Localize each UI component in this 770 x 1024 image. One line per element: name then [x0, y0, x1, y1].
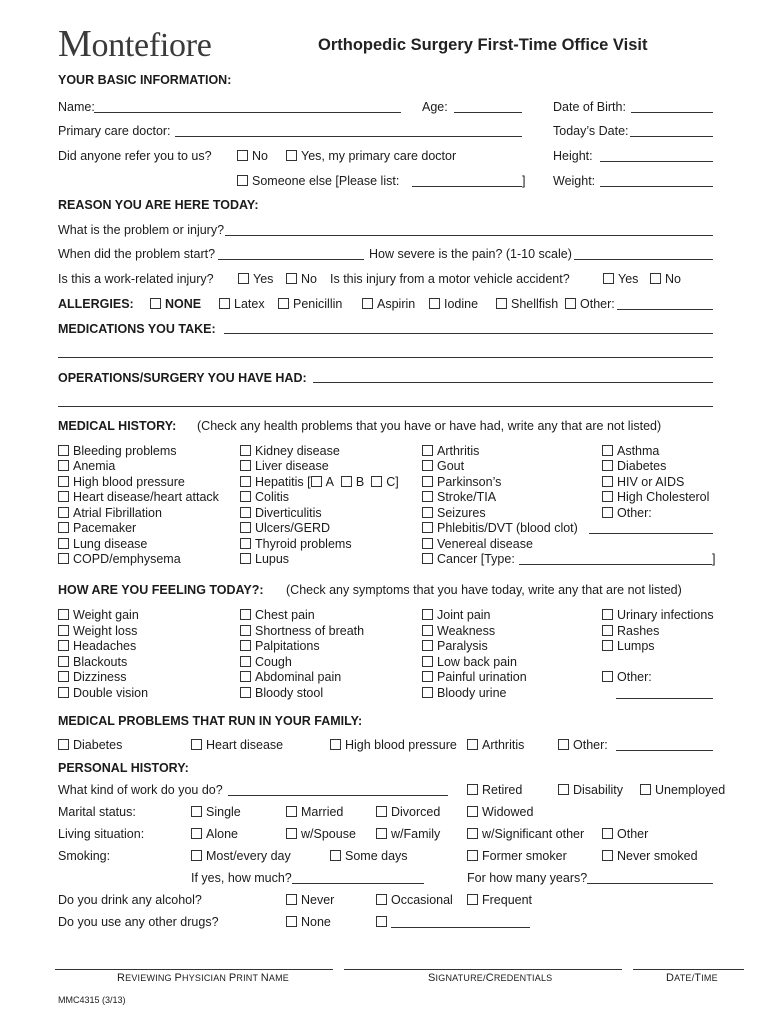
- problem-label: What is the problem or injury?: [58, 223, 225, 237]
- mh-heart[interactable]: Heart disease/heart attack: [58, 490, 219, 504]
- sym-other[interactable]: Other:: [602, 670, 652, 684]
- fam-diabetes[interactable]: Diabetes: [58, 738, 122, 752]
- sym-joint-pain[interactable]: Joint pain: [422, 608, 491, 622]
- height-label: Height:: [553, 149, 593, 163]
- checkbox[interactable]: [58, 460, 69, 471]
- feeling-note: (Check any symptoms that you have today, write any that are not listed): [286, 583, 682, 597]
- date-time-line[interactable]: [633, 969, 744, 970]
- checkbox[interactable]: [558, 784, 569, 795]
- physician-name-line[interactable]: [55, 969, 333, 970]
- checkbox[interactable]: [240, 445, 251, 456]
- sym-low-back-pain[interactable]: Low back pain: [422, 655, 517, 669]
- date-time-label: DATE/TIME: [666, 972, 718, 984]
- weight-label: Weight:: [553, 174, 596, 188]
- mh-arthritis[interactable]: Arthritis: [422, 444, 479, 458]
- checkbox[interactable]: [558, 739, 569, 750]
- sym-dizziness[interactable]: Dizziness: [58, 670, 127, 684]
- checkbox[interactable]: [240, 507, 251, 518]
- mh-asthma[interactable]: Asthma: [602, 444, 659, 458]
- living-label: Living situation:: [58, 827, 145, 841]
- checkbox[interactable]: [238, 273, 249, 284]
- checkbox[interactable]: [362, 298, 373, 309]
- checkbox[interactable]: [240, 656, 251, 667]
- alcohol-never[interactable]: Never: [286, 893, 334, 907]
- bracket: ]: [522, 174, 526, 188]
- checkbox[interactable]: [602, 671, 613, 682]
- sym-sob[interactable]: Shortness of breath: [240, 624, 364, 638]
- refer-no-option[interactable]: No: [237, 149, 268, 163]
- checkbox[interactable]: [422, 538, 433, 549]
- checkbox[interactable]: [602, 828, 613, 839]
- fam-other-field[interactable]: [616, 750, 713, 751]
- mh-other[interactable]: Other:: [602, 506, 652, 520]
- checkbox[interactable]: [422, 491, 433, 502]
- checkbox[interactable]: [240, 609, 251, 620]
- work-label: What kind of work do you do?: [58, 783, 223, 797]
- motor-question: Is this injury from a motor vehicle accident?: [330, 272, 570, 286]
- fam-arthritis[interactable]: Arthritis: [467, 738, 524, 752]
- today-label: Today’s Date:: [553, 124, 629, 138]
- mh-pacemaker[interactable]: Pacemaker: [58, 521, 136, 535]
- form-title: Orthopedic Surgery First-Time Office Visit: [318, 36, 648, 54]
- checkbox[interactable]: [422, 553, 433, 564]
- alcohol-occasional[interactable]: Occasional: [376, 893, 453, 907]
- fam-high-bp[interactable]: High blood pressure: [330, 738, 457, 752]
- checkbox[interactable]: [219, 298, 230, 309]
- mh-other-field[interactable]: [589, 533, 713, 534]
- checkbox[interactable]: [422, 507, 433, 518]
- sym-blackouts[interactable]: Blackouts: [58, 655, 127, 669]
- checkbox[interactable]: [58, 640, 69, 651]
- checkbox[interactable]: [58, 491, 69, 502]
- sym-weight-gain[interactable]: Weight gain: [58, 608, 139, 622]
- checkbox[interactable]: [565, 298, 576, 309]
- how-many-years-label: For how many years?: [467, 871, 588, 885]
- marital-divorced[interactable]: Divorced: [376, 805, 440, 819]
- operations-field-2[interactable]: [58, 406, 713, 407]
- checkbox[interactable]: [58, 739, 69, 750]
- dob-label: Date of Birth:: [553, 100, 626, 114]
- checkbox[interactable]: [191, 739, 202, 750]
- checkbox[interactable]: [422, 656, 433, 667]
- checkbox[interactable]: [286, 916, 297, 927]
- checkbox[interactable]: [237, 150, 248, 161]
- checkbox[interactable]: [496, 298, 507, 309]
- checkbox[interactable]: [286, 806, 297, 817]
- living-other[interactable]: Other: [602, 827, 648, 841]
- checkbox[interactable]: [58, 553, 69, 564]
- work-disability[interactable]: Disability: [558, 783, 623, 797]
- checkbox[interactable]: [422, 476, 433, 487]
- how-many-years-field[interactable]: [587, 883, 713, 884]
- name-field[interactable]: [94, 112, 401, 113]
- smoking-former[interactable]: Former smoker: [467, 849, 567, 863]
- allergy-aspirin[interactable]: Aspirin: [362, 297, 415, 311]
- checkbox[interactable]: [286, 273, 297, 284]
- form-code: MMC4315 (3/13): [58, 995, 126, 1005]
- checkbox[interactable]: [429, 298, 440, 309]
- cancer-type-field[interactable]: [519, 564, 712, 565]
- bracket: ]: [712, 552, 716, 566]
- checkbox[interactable]: [422, 445, 433, 456]
- checkbox[interactable]: [467, 806, 478, 817]
- mh-cancer[interactable]: Cancer [Type:: [422, 552, 515, 566]
- smoking-daily[interactable]: Most/every day: [191, 849, 291, 863]
- checkbox[interactable]: [278, 298, 289, 309]
- how-much-label: If yes, how much?: [191, 871, 292, 885]
- checkbox[interactable]: [330, 850, 341, 861]
- checkbox[interactable]: [58, 522, 69, 533]
- checkbox[interactable]: [640, 784, 651, 795]
- operations-field-1[interactable]: [313, 382, 713, 383]
- signature-label: SIGNATURE/CREDENTIALS: [428, 972, 553, 984]
- checkbox[interactable]: [58, 507, 69, 518]
- mh-hiv[interactable]: HIV or AIDS: [602, 475, 684, 489]
- height-field[interactable]: [600, 161, 713, 162]
- medications-heading: MEDICATIONS YOU TAKE:: [58, 322, 216, 336]
- checkbox[interactable]: [58, 656, 69, 667]
- medical-history-note: (Check any health problems that you have or have had, write any that are not listed): [197, 419, 662, 433]
- allergy-latex[interactable]: Latex: [219, 297, 265, 311]
- checkbox[interactable]: [602, 625, 613, 636]
- someone-else-field[interactable]: [412, 186, 522, 187]
- checkbox[interactable]: [602, 445, 613, 456]
- mh-bleeding[interactable]: Bleeding problems: [58, 444, 177, 458]
- age-field[interactable]: [454, 112, 522, 113]
- today-field[interactable]: [630, 136, 713, 137]
- checkbox[interactable]: [240, 460, 251, 471]
- mh-lupus[interactable]: Lupus: [240, 552, 289, 566]
- work-unemployed[interactable]: Unemployed: [640, 783, 725, 797]
- dob-field[interactable]: [631, 112, 713, 113]
- checkbox[interactable]: [602, 850, 613, 861]
- allergy-none[interactable]: NONE: [150, 297, 201, 311]
- allergy-other-field[interactable]: [617, 309, 713, 310]
- marital-widowed[interactable]: Widowed: [467, 805, 533, 819]
- start-field[interactable]: [218, 259, 364, 260]
- motor-yes[interactable]: Yes: [603, 272, 638, 286]
- refer-yes-option[interactable]: Yes, my primary care doctor: [286, 149, 456, 163]
- work-injury-no[interactable]: No: [286, 272, 317, 286]
- smoking-never[interactable]: Never smoked: [602, 849, 698, 863]
- sym-other-field[interactable]: [616, 698, 713, 699]
- sym-cough[interactable]: Cough: [240, 655, 292, 669]
- checkbox[interactable]: [467, 784, 478, 795]
- checkbox[interactable]: [376, 828, 387, 839]
- refer-someone-option[interactable]: Someone else [Please list:: [237, 174, 399, 188]
- medications-field-1[interactable]: [224, 333, 713, 334]
- medications-field-2[interactable]: [58, 357, 713, 358]
- checkbox[interactable]: [422, 625, 433, 636]
- checkbox[interactable]: [422, 522, 433, 533]
- sym-bloody-stool[interactable]: Bloody stool: [240, 686, 323, 700]
- how-much-field[interactable]: [292, 883, 424, 884]
- alcohol-label: Do you drink any alcohol?: [58, 893, 202, 907]
- checkbox[interactable]: [191, 850, 202, 861]
- mh-cholesterol[interactable]: High Cholesterol: [602, 490, 709, 504]
- checkbox[interactable]: [602, 640, 613, 651]
- mh-phlebitis[interactable]: Phlebitis/DVT (blood clot): [422, 521, 578, 535]
- sym-bloody-urine[interactable]: Bloody urine: [422, 686, 507, 700]
- sym-painful-urination[interactable]: Painful urination: [422, 670, 527, 684]
- marital-single[interactable]: Single: [191, 805, 241, 819]
- sym-weight-loss[interactable]: Weight loss: [58, 624, 137, 638]
- checkbox[interactable]: [376, 806, 387, 817]
- work-injury-yes[interactable]: Yes: [238, 272, 273, 286]
- checkbox[interactable]: [58, 445, 69, 456]
- checkbox[interactable]: [286, 150, 297, 161]
- checkbox[interactable]: [422, 671, 433, 682]
- allergy-other[interactable]: Other:: [565, 297, 615, 311]
- checkbox[interactable]: [602, 507, 613, 518]
- checkbox[interactable]: [240, 553, 251, 564]
- living-alone[interactable]: Alone: [191, 827, 238, 841]
- pcp-label: Primary care doctor:: [58, 124, 171, 138]
- living-spouse[interactable]: w/Spouse: [286, 827, 356, 841]
- fam-other[interactable]: Other:: [558, 738, 608, 752]
- weight-field[interactable]: [600, 186, 713, 187]
- checkbox[interactable]: [376, 894, 387, 905]
- alcohol-frequent[interactable]: Frequent: [467, 893, 532, 907]
- checkbox[interactable]: [650, 273, 661, 284]
- sym-rashes[interactable]: Rashes: [602, 624, 659, 638]
- mh-kidney[interactable]: Kidney disease: [240, 444, 340, 458]
- checkbox[interactable]: [58, 538, 69, 549]
- mh-copd[interactable]: COPD/emphysema: [58, 552, 181, 566]
- family-heading: MEDICAL PROBLEMS THAT RUN IN YOUR FAMILY:: [58, 714, 363, 728]
- checkbox[interactable]: [376, 916, 387, 927]
- checkbox[interactable]: [58, 625, 69, 636]
- mh-gout[interactable]: Gout: [422, 459, 464, 473]
- checkbox[interactable]: [286, 894, 297, 905]
- checkbox[interactable]: [467, 894, 478, 905]
- work-field[interactable]: [228, 795, 448, 796]
- checkbox[interactable]: [422, 609, 433, 620]
- mh-high-bp[interactable]: High blood pressure: [58, 475, 185, 489]
- living-significant-other[interactable]: w/Significant other: [467, 827, 584, 841]
- marital-married[interactable]: Married: [286, 805, 343, 819]
- severity-label: How severe is the pain? (1-10 scale): [369, 247, 572, 261]
- sym-double-vision[interactable]: Double vision: [58, 686, 148, 700]
- mh-parkinsons[interactable]: Parkinson’s: [422, 475, 501, 489]
- mh-thyroid[interactable]: Thyroid problems: [240, 537, 352, 551]
- checkbox[interactable]: [467, 850, 478, 861]
- checkbox[interactable]: [422, 640, 433, 651]
- start-label: When did the problem start?: [58, 247, 216, 261]
- mh-seizures[interactable]: Seizures: [422, 506, 486, 520]
- name-label: Name:: [58, 100, 95, 114]
- checkbox[interactable]: [467, 739, 478, 750]
- checkbox[interactable]: [58, 687, 69, 698]
- checkbox[interactable]: [286, 828, 297, 839]
- checkbox[interactable]: [240, 476, 251, 487]
- living-family[interactable]: w/Family: [376, 827, 440, 841]
- mh-anemia[interactable]: Anemia: [58, 459, 115, 473]
- mh-afib[interactable]: Atrial Fibrillation: [58, 506, 162, 520]
- checkbox[interactable]: [602, 491, 613, 502]
- allergy-iodine[interactable]: Iodine: [429, 297, 478, 311]
- checkbox[interactable]: [240, 625, 251, 636]
- feeling-heading: HOW ARE YOU FEELING TODAY?:: [58, 583, 264, 597]
- pcp-field[interactable]: [175, 136, 522, 137]
- sym-headaches[interactable]: Headaches: [58, 639, 136, 653]
- mh-hepatitis[interactable]: Hepatitis [ A B C]: [240, 475, 399, 489]
- marital-label: Marital status:: [58, 805, 136, 819]
- sym-abdominal-pain[interactable]: Abdominal pain: [240, 670, 341, 684]
- mh-venereal[interactable]: Venereal disease: [422, 537, 533, 551]
- checkbox[interactable]: [603, 273, 614, 284]
- montefiore-logo: Montefiore: [58, 23, 212, 65]
- checkbox[interactable]: [240, 491, 251, 502]
- checkbox[interactable]: [58, 609, 69, 620]
- checkbox[interactable]: [422, 687, 433, 698]
- checkbox[interactable]: [240, 522, 251, 533]
- checkbox[interactable]: [602, 476, 613, 487]
- basic-info-heading: YOUR BASIC INFORMATION:: [58, 73, 232, 87]
- mh-colitis[interactable]: Colitis: [240, 490, 289, 504]
- motor-no[interactable]: No: [650, 272, 681, 286]
- sym-paralysis[interactable]: Paralysis: [422, 639, 488, 653]
- mh-diverticulitis[interactable]: Diverticulitis: [240, 506, 322, 520]
- operations-heading: OPERATIONS/SURGERY YOU HAVE HAD:: [58, 371, 307, 385]
- sym-palpitations[interactable]: Palpitations: [240, 639, 320, 653]
- checkbox[interactable]: [58, 476, 69, 487]
- problem-field[interactable]: [225, 235, 713, 236]
- work-retired[interactable]: Retired: [467, 783, 522, 797]
- drugs-label: Do you use any other drugs?: [58, 915, 219, 929]
- sym-weakness[interactable]: Weakness: [422, 624, 495, 638]
- checkbox[interactable]: [150, 298, 161, 309]
- mh-ulcers[interactable]: Ulcers/GERD: [240, 521, 330, 535]
- smoking-label: Smoking:: [58, 849, 111, 863]
- reason-heading: REASON YOU ARE HERE TODAY:: [58, 198, 259, 212]
- drugs-none[interactable]: None: [286, 915, 331, 929]
- age-label: Age:: [422, 100, 448, 114]
- refer-question: Did anyone refer you to us?: [58, 149, 212, 163]
- checkbox[interactable]: [311, 476, 322, 487]
- checkbox[interactable]: [240, 687, 251, 698]
- checkbox[interactable]: [237, 175, 248, 186]
- allergies-heading: ALLERGIES:: [58, 297, 134, 311]
- checkbox[interactable]: [191, 806, 202, 817]
- smoking-some-days[interactable]: Some days: [330, 849, 408, 863]
- drugs-other[interactable]: [376, 915, 391, 929]
- mh-lung[interactable]: Lung disease: [58, 537, 147, 551]
- sym-chest-pain[interactable]: Chest pain: [240, 608, 315, 622]
- fam-heart[interactable]: Heart disease: [191, 738, 283, 752]
- checkbox[interactable]: [602, 460, 613, 471]
- checkbox[interactable]: [341, 476, 352, 487]
- allergy-shellfish[interactable]: Shellfish: [496, 297, 558, 311]
- checkbox[interactable]: [467, 828, 478, 839]
- checkbox[interactable]: [371, 476, 382, 487]
- checkbox[interactable]: [422, 460, 433, 471]
- sym-lumps[interactable]: Lumps: [602, 639, 655, 653]
- mh-liver[interactable]: Liver disease: [240, 459, 329, 473]
- checkbox[interactable]: [330, 739, 341, 750]
- physician-name-label: REVIEWING PHYSICIAN PRINT NAME: [117, 972, 289, 984]
- checkbox[interactable]: [602, 609, 613, 620]
- checkbox[interactable]: [58, 671, 69, 682]
- personal-heading: PERSONAL HISTORY:: [58, 761, 189, 775]
- checkbox[interactable]: [240, 671, 251, 682]
- work-injury-question: Is this a work-related injury?: [58, 272, 214, 286]
- medical-history-heading: MEDICAL HISTORY:: [58, 419, 177, 433]
- mh-diabetes[interactable]: Diabetes: [602, 459, 666, 473]
- checkbox[interactable]: [240, 640, 251, 651]
- drugs-other-field[interactable]: [391, 927, 530, 928]
- mh-stroke[interactable]: Stroke/TIA: [422, 490, 496, 504]
- sym-urinary-infections[interactable]: Urinary infections: [602, 608, 714, 622]
- signature-line[interactable]: [344, 969, 622, 970]
- severity-field[interactable]: [574, 259, 713, 260]
- checkbox[interactable]: [191, 828, 202, 839]
- checkbox[interactable]: [240, 538, 251, 549]
- allergy-penicillin[interactable]: Penicillin: [278, 297, 342, 311]
